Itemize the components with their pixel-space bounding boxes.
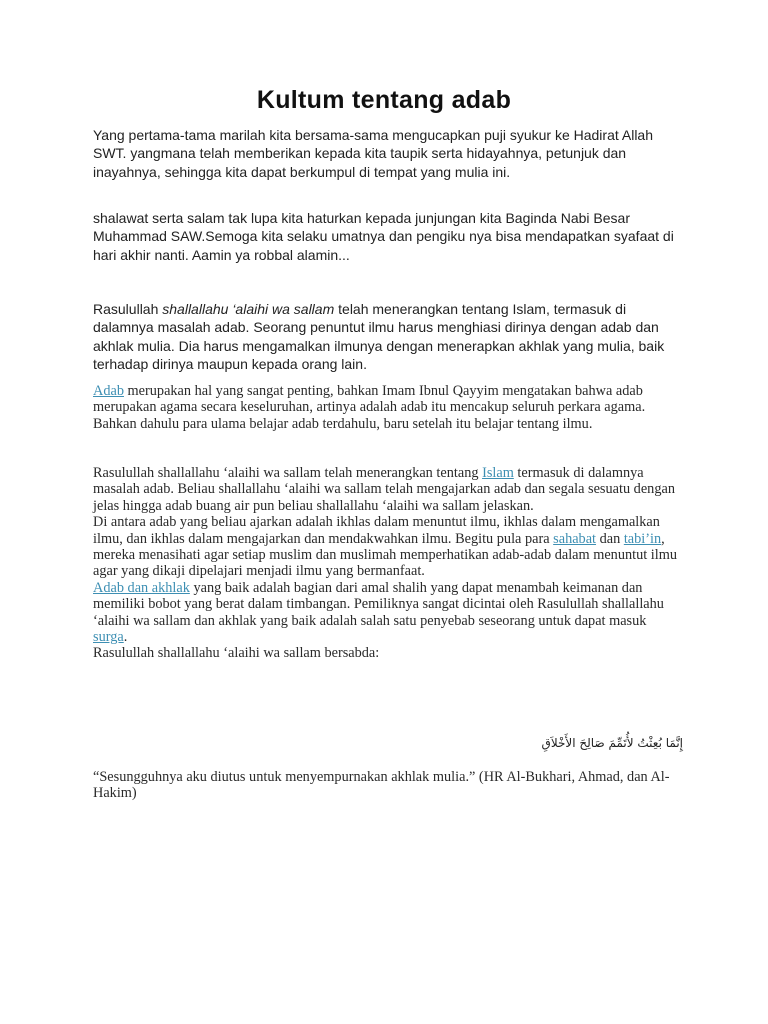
adab-paragraph [93,383,683,432]
rasulullah-paragraph [93,300,683,373]
text-span: Rasulullah shallallahu ‘alaihi wa sallam bersabda: [93,645,380,662]
text-span: dan [596,530,624,547]
link-adab[interactable]: Adab [93,383,124,399]
opening-paragraph: Yang pertama-tama marilah kita bersama-sama mengucapkan puji syukur ke Hadirat Allah SWT. yangmana telah memberikan kepada kita taupik serta hidayahnya, petunjuk dan inayahnya, sehingga kita dapat berkumpul di tempat yang mulia ini. [93,127,654,180]
page-title: Kultum tentang adab [256,86,512,114]
text-span: merupakan hal yang sangat penting, bahkan Imam Ibnul Qayyim mengatakan bahwa adab merupakan agama secara keseluruhan, artinya adalah adab itu mencakup seluruh perkara agama. Bahkan dahulu para ulama belajar adab terdahulu, baru setelah itu belajar tentang ilmu. [93,383,646,432]
text-span: . [123,629,128,646]
text-span: Di antara adab yang beliau ajarkan adalah ikhlas dalam menuntut ilmu, ikhlas dalam mengamalkan ilmu, dan ikhlas dalam mengajarkan dan mendakwahkan ilmu. Begitu pula para [93,514,660,547]
text-span: telah menerangkan tentang Islam, termasuk di dalamnya masalah adab. Seorang penuntut ilmu harus menghiasi dirinya dengan adab dan akhlak mulia. Dia harus mengamalkan ilmunya dengan menerapkan akhlak yang mulia, baik terhadap dirinya maupun kepada orang lain. [93,301,665,372]
link-islam[interactable]: Islam [482,465,514,481]
text-span: Rasulullah shallallahu ‘alaihi wa sallam telah menerangkan tentang [93,465,483,481]
italic-text: shallallahu ‘alaihi wa sallam [162,301,335,317]
text-span: yang baik adalah bagian dari amal shalih yang dapat menambah keimanan dan memiliki bobot yang berat dalam timbangan. Pemiliknya sangat dicintai oleh Rasulullah shallallahu ‘alaihi wa sallam dan akhlak yang baik adalah salah satu penyebab seseorang untuk dapat masuk [93,579,664,629]
islam-paragraph [93,465,683,662]
text-span: Rasulullah [93,301,163,317]
text-span: , mereka menasihati agar setiap muslim dan muslimah memperhatikan adab-adab dalam menuntut ilmu agar yang dikaji dipelajari menjadi ilmu yang bermanfaat. [93,530,678,580]
link-tabiin[interactable]: tabi’in [623,530,662,547]
arabic-hadith: إِنَّمَا بُعِثْتُ لأُتَمِّمَ صَالِحَ الأَخْلاَقِ [541,736,683,750]
hadith-translation: “Sesungguhnya aku diutus untuk menyempurnakan akhlak mulia.” (HR Al-Bukhari, Ahmad, dan Al-Hakim) [93,769,670,802]
link-sahabat[interactable]: sahabat [553,530,597,547]
text-span: termasuk di dalamnya masalah adab. Beliau shallallahu ‘alaihi wa sallam telah mengajarkan adab dan segala sesuatu dengan jelas hingga adab buang air pun beliau shallallahu ‘alaihi wa sallam jelaskan. [93,465,675,514]
link-adab-dan-akhlak[interactable]: Adab dan akhlak [93,579,190,596]
shalawat-paragraph: shalawat serta salam tak lupa kita haturkan kepada junjungan kita Baginda Nabi Besar Muhammad SAW.Semoga kita selaku umatnya dan pengiku nya bisa mendapatkan syafaat di hari akhir nanti. Aamin ya robbal alamin... [93,210,674,263]
link-surga[interactable]: surga [93,629,124,646]
